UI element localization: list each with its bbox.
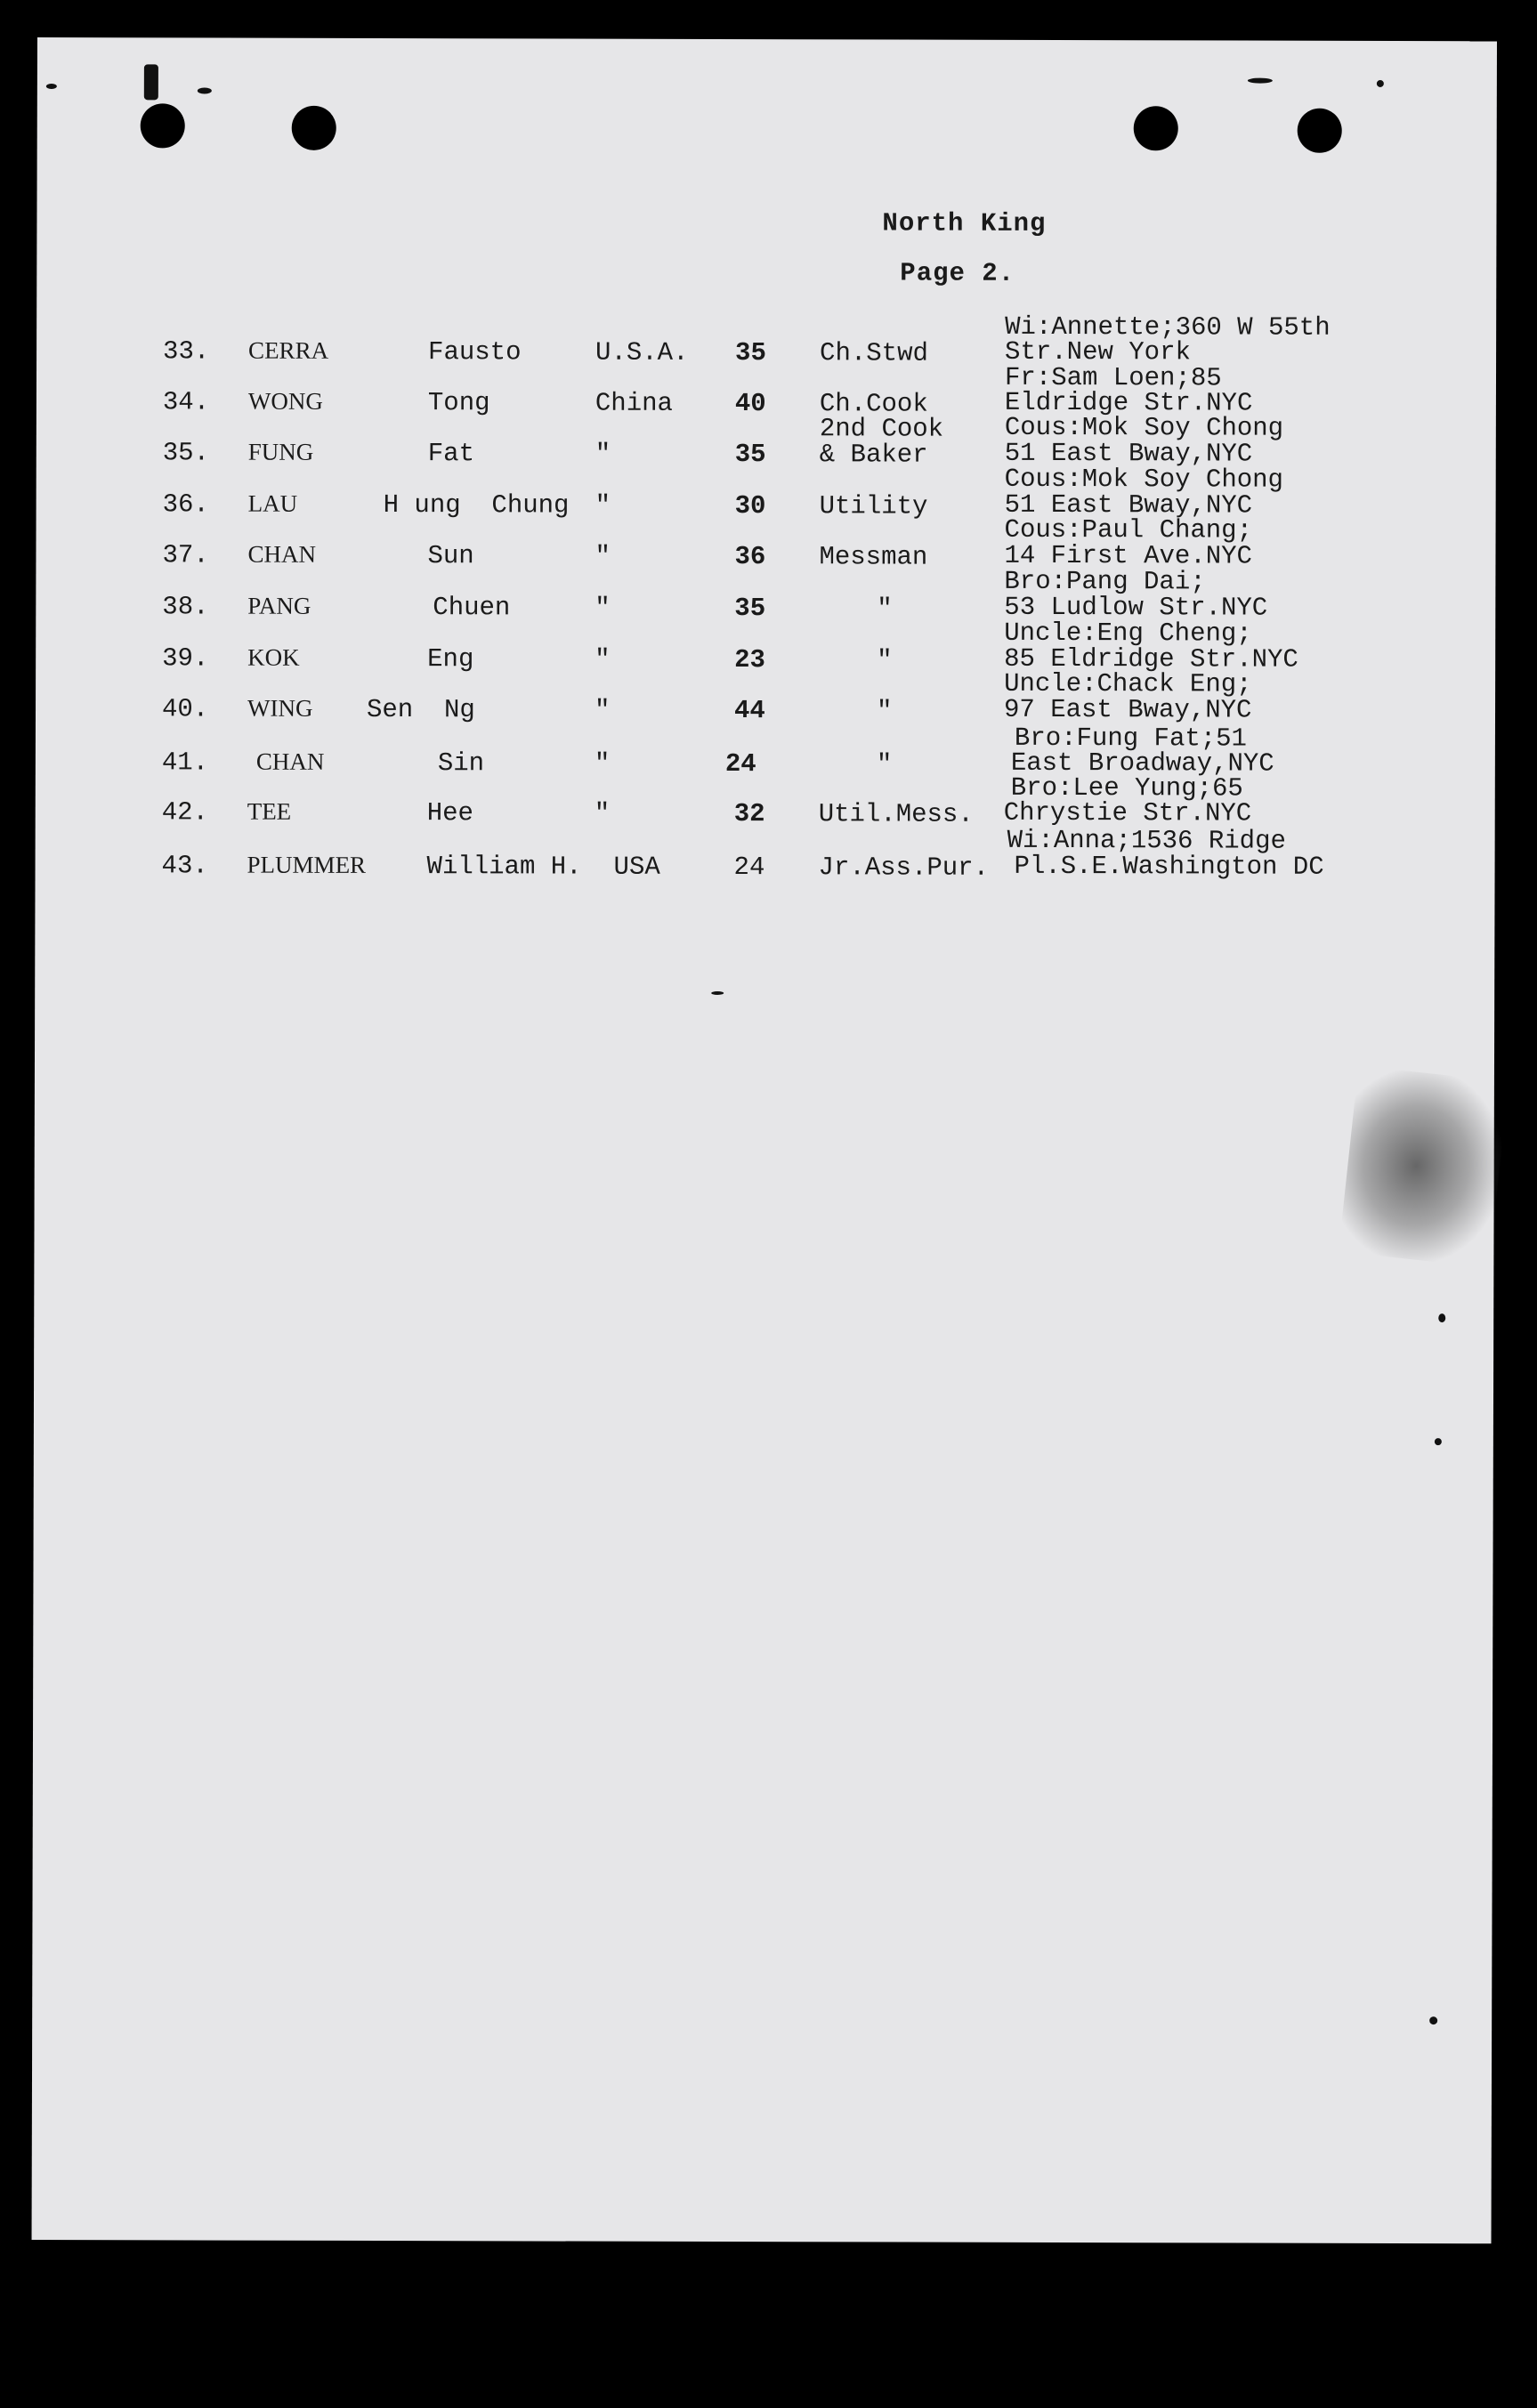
rating-extra-line: 2nd Cook [819,414,944,444]
address-line: Bro:Fung Fat;51 [1014,723,1248,754]
rating: Utility [819,491,928,521]
row-number: 38. [162,592,209,622]
address-line: Cous:Paul Chang; [1004,514,1253,545]
nationality: " [595,541,611,571]
surname: TEE [247,797,292,825]
given-name: Sun [427,541,474,571]
address-line: Bro:Pang Dai; [1004,566,1206,597]
address-line: Cous:Mok Soy Chong [1004,412,1284,443]
rating: & Baker [819,440,928,470]
address-line: Uncle:Chack Eng; [1004,668,1252,699]
surname: KOK [247,643,300,671]
age: 35 [735,338,766,368]
address-line: 53 Ludlow Str.NYC [1004,592,1268,623]
document-page [32,37,1497,2243]
row-number: 42. [161,797,208,828]
rating: Jr.Ass.Pur. [818,852,990,883]
address-line: Wi:Anna;1536 Ridge [1007,825,1286,856]
page-number: Page 2. [900,258,1015,288]
age: 40 [734,389,766,419]
age: 24 [724,749,756,780]
nationality: " [594,695,611,725]
address-line: East Broadway,NYC [1010,747,1274,779]
surname: CHAN [255,747,325,775]
punch-hole-right-1 [1134,106,1178,150]
ink-speck [46,84,57,89]
address-line: Wi:Annette;360 W 55th [1005,311,1331,343]
age: 44 [733,696,765,726]
ink-speck [1377,80,1384,87]
nationality: China [595,388,673,418]
given-name: H ung Chung [383,490,570,521]
rating: Ch.Cook [819,389,928,419]
address-line: 85 Eldridge Str.NYC [1004,643,1298,675]
nationality: USA [613,852,660,882]
crew-row-37 [36,540,1495,579]
nationality: U.S.A. [595,337,689,368]
address-line: 51 East Bway,NYC [1004,489,1253,521]
ship-name: North King [882,208,1047,238]
age: 36 [734,542,766,572]
punch-hole-left-1 [141,103,185,148]
rating: Messman [819,542,928,572]
row-number: 41. [161,747,209,778]
row-number: 35. [162,438,210,468]
age: 35 [734,440,766,470]
nationality: " [595,593,611,623]
nationality: " [595,490,611,521]
ink-speck [1438,1313,1445,1322]
rating: " [876,749,893,780]
surname: WING [247,694,313,722]
age: 23 [734,645,766,675]
nationality: " [594,798,611,828]
address-line: Str.New York [1005,336,1191,368]
given-name: Eng [427,644,474,675]
address-line: Eldridge Str.NYC [1004,387,1253,418]
nationality: " [595,439,611,469]
surname: CERRA [248,336,329,364]
nationality: " [595,644,611,675]
given-name: Hee [426,798,473,828]
given-name: Fausto [428,337,522,368]
address-line: 97 East Bway,NYC [1003,694,1252,725]
ink-speck [1435,1438,1442,1445]
ink-speck [711,991,724,995]
scan-smudge [1339,1066,1509,1268]
ink-speck [1248,78,1273,84]
nationality: " [594,748,611,779]
ink-speck [1429,2016,1437,2024]
given-name: Fat [427,439,475,469]
age: 32 [733,799,765,829]
age: 35 [734,594,766,624]
address-line: Fr:Sam Loen;85 [1004,362,1222,393]
crew-row-41 [36,747,1495,787]
row-number: 37. [162,540,209,570]
address-line: 51 East Bway,NYC [1004,438,1253,469]
given-name: Sen Ng [366,694,475,725]
surname: WONG [247,387,323,415]
crew-row-38 [36,592,1495,631]
surname: FUNG [247,438,314,465]
given-name: Tong [427,388,490,418]
row-number: 34. [162,387,210,417]
row-number: 43. [161,851,208,881]
rating: Ch.Stwd [820,338,928,368]
address-line: Uncle:Eng Cheng; [1004,618,1252,649]
surname: PLUMMER [247,851,367,878]
crew-row-36 [36,489,1496,529]
ink-speck [144,64,158,100]
address-line: Cous:Mok Soy Chong [1004,464,1284,495]
age: 30 [734,491,766,521]
row-number: 36. [162,489,209,520]
rating: " [877,594,893,624]
row-number: 40. [161,694,209,724]
crew-row-40 [36,694,1495,733]
surname: LAU [247,489,298,517]
ink-speck [198,87,212,93]
given-name: William H. [426,852,582,882]
surname: CHAN [247,540,317,568]
rating: " [876,696,893,726]
punch-hole-right-2 [1298,109,1342,153]
row-number: 33. [163,336,210,367]
rating: Util.Mess. [818,799,974,829]
rating: " [877,645,893,675]
punch-hole-left-2 [292,106,336,150]
row-number: 39. [162,643,209,674]
given-name: Sin [437,748,485,779]
given-name: Chuen [433,593,511,623]
age: 24 [733,852,765,883]
address-line: Pl.S.E.Washington DC [1014,851,1324,882]
address-line: Bro:Lee Yung;65 [1010,772,1243,804]
address-line: Chrystie Str.NYC [1003,797,1252,828]
address-line: 14 First Ave.NYC [1004,540,1252,571]
surname: PANG [247,592,311,619]
